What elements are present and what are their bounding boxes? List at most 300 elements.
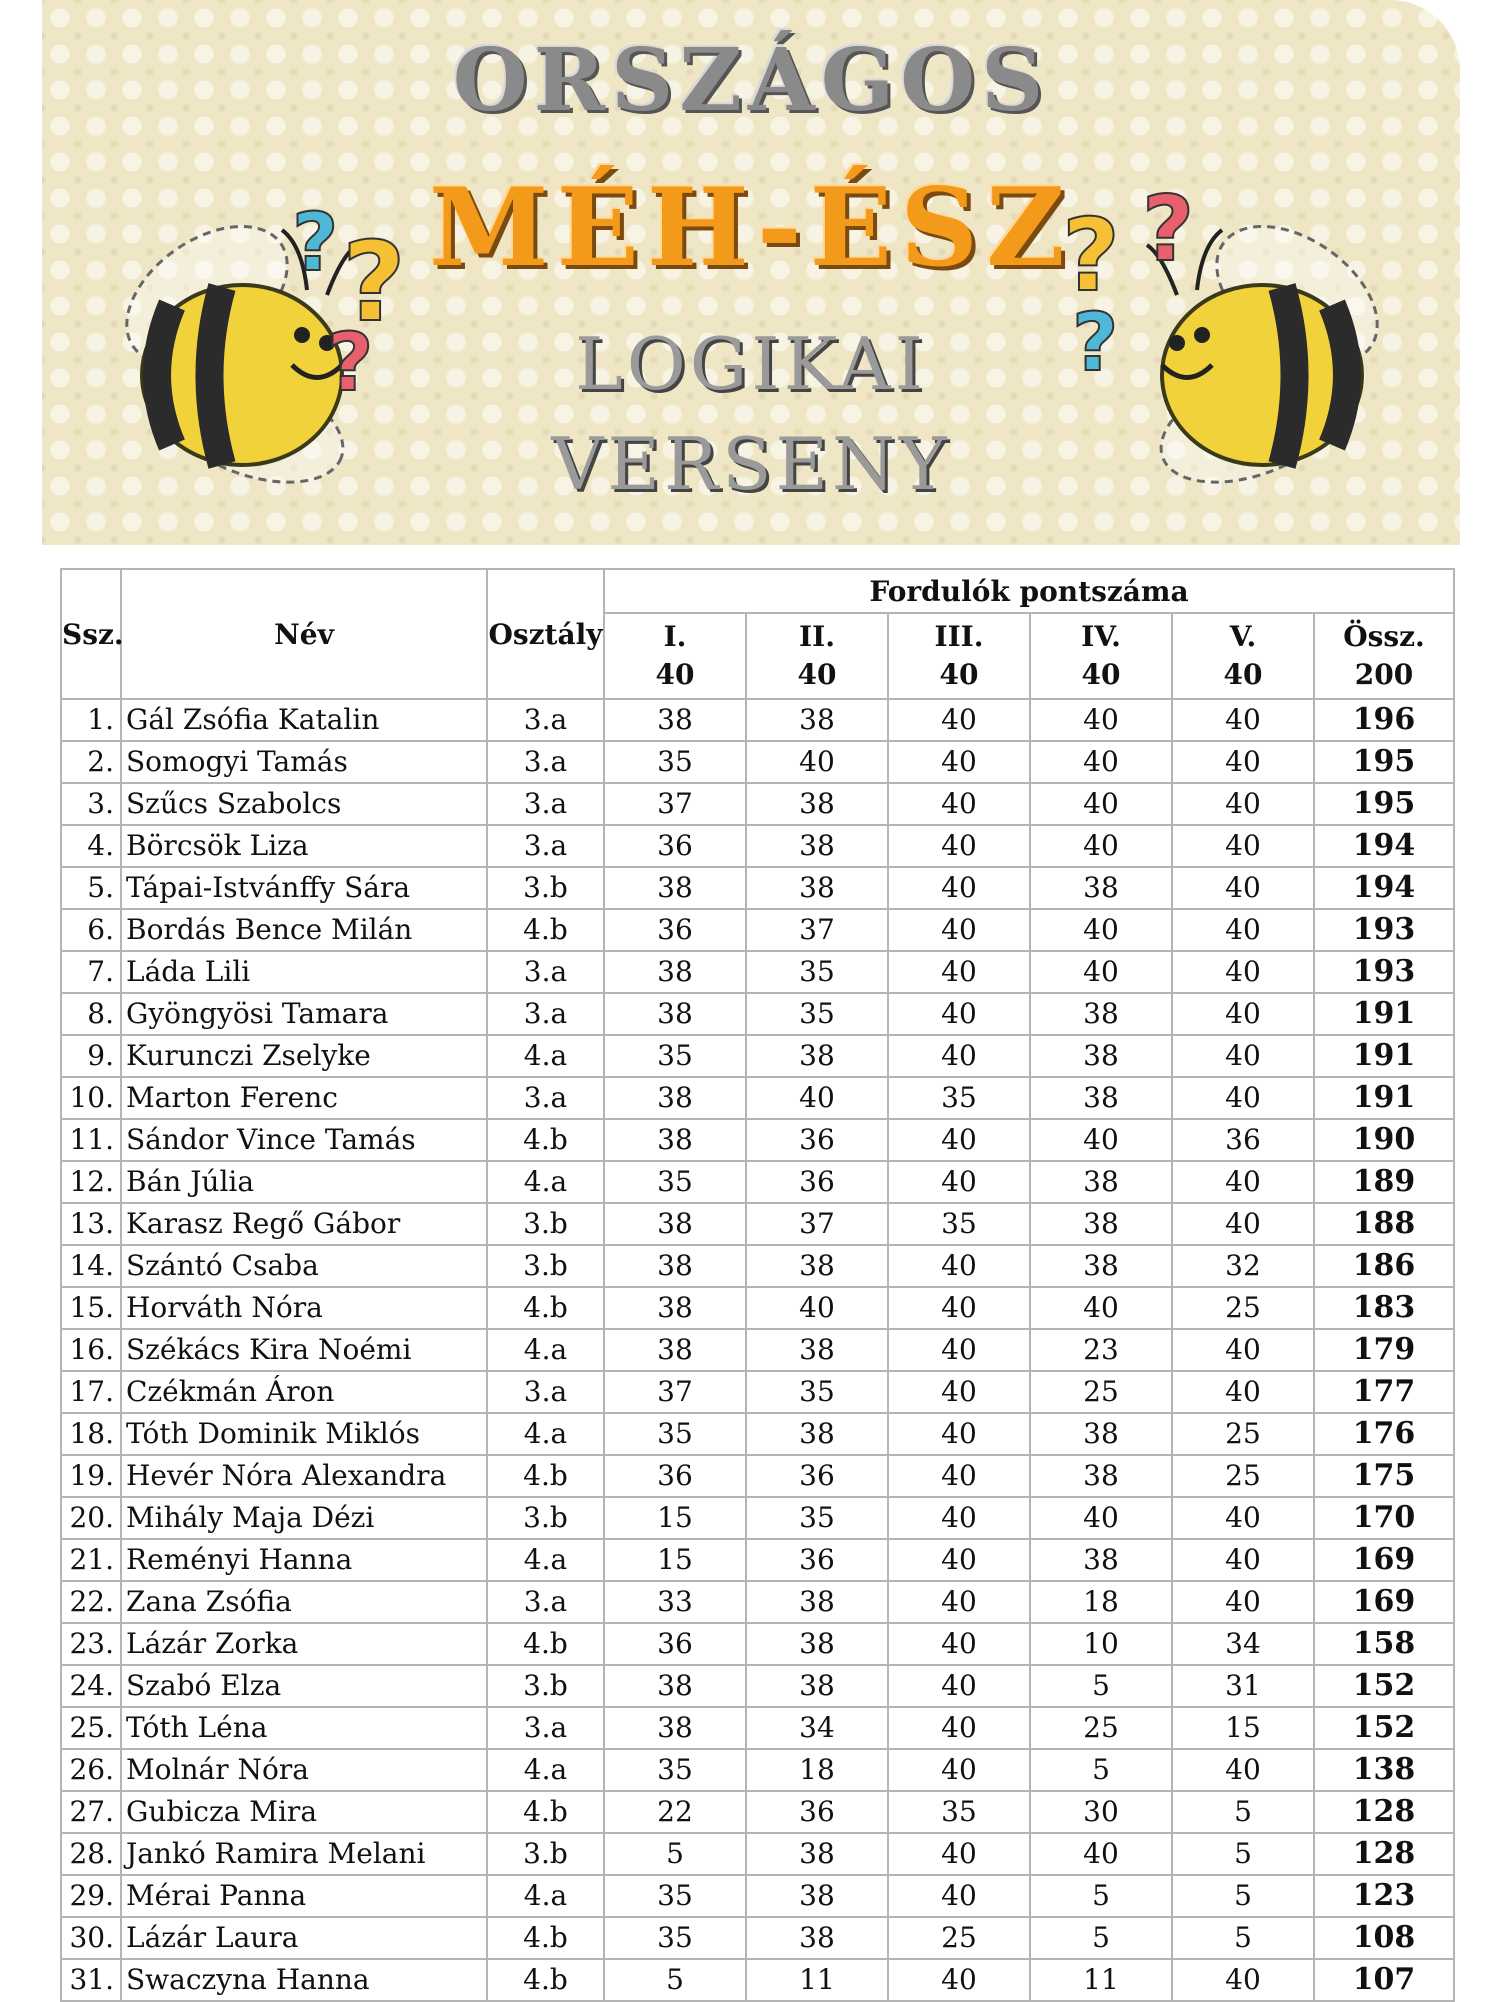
round-4-score-cell: 38 (1030, 1077, 1172, 1119)
class-cell: 4.a (487, 1875, 604, 1917)
round-3-score-cell: 40 (888, 951, 1030, 993)
header-rounds-group: Fordulók pontszáma (604, 569, 1454, 613)
rank-cell: 11. (61, 1119, 121, 1161)
total-score-cell: 191 (1314, 993, 1454, 1035)
round-5-score-cell: 40 (1172, 1581, 1314, 1623)
student-name-cell: Karasz Regő Gábor (121, 1203, 487, 1245)
round-3-score-cell: 40 (888, 783, 1030, 825)
total-score-cell: 169 (1314, 1581, 1454, 1623)
round-4-score-cell: 40 (1030, 1497, 1172, 1539)
round-2-score-cell: 40 (746, 1287, 888, 1329)
rank-cell: 4. (61, 825, 121, 867)
student-name-cell: Tápai-Istvánffy Sára (121, 867, 487, 909)
total-score-cell: 195 (1314, 783, 1454, 825)
round-4-score-cell: 30 (1030, 1791, 1172, 1833)
round-4-score-cell: 40 (1030, 741, 1172, 783)
header-round-2: II. 40 (746, 613, 888, 699)
round-4-score-cell: 38 (1030, 1245, 1172, 1287)
round-5-score-cell: 40 (1172, 699, 1314, 741)
class-cell: 3.b (487, 1203, 604, 1245)
student-name-cell: Jankó Ramira Melani (121, 1833, 487, 1875)
rank-cell: 6. (61, 909, 121, 951)
svg-text:?: ? (292, 200, 339, 289)
total-score-cell: 186 (1314, 1245, 1454, 1287)
rank-cell: 16. (61, 1329, 121, 1371)
total-score-cell: 128 (1314, 1833, 1454, 1875)
rank-cell: 10. (61, 1077, 121, 1119)
round-4-score-cell: 11 (1030, 1959, 1172, 2001)
rank-cell: 3. (61, 783, 121, 825)
rank-cell: 2. (61, 741, 121, 783)
table-row (61, 1119, 1454, 1161)
round-2-score-cell: 38 (746, 783, 888, 825)
total-score-cell: 183 (1314, 1287, 1454, 1329)
round-3-score-cell: 40 (888, 825, 1030, 867)
round-5-score-cell: 40 (1172, 867, 1314, 909)
class-cell: 4.a (487, 1329, 604, 1371)
table-row (61, 1287, 1454, 1329)
table-row (61, 699, 1454, 741)
round-3-score-cell: 40 (888, 1539, 1030, 1581)
round-4-score-cell: 10 (1030, 1623, 1172, 1665)
round-5-score-cell: 5 (1172, 1917, 1314, 1959)
class-cell: 3.a (487, 741, 604, 783)
class-cell: 4.b (487, 1455, 604, 1497)
rank-cell: 5. (61, 867, 121, 909)
round-1-score-cell: 22 (604, 1791, 746, 1833)
round-2-score-cell: 35 (746, 951, 888, 993)
total-score-cell: 195 (1314, 741, 1454, 783)
round-2-score-cell: 38 (746, 1581, 888, 1623)
total-score-cell: 170 (1314, 1497, 1454, 1539)
class-cell: 3.b (487, 1245, 604, 1287)
table-row (61, 1413, 1454, 1455)
round-1-score-cell: 38 (604, 1665, 746, 1707)
round-5-score-cell: 40 (1172, 1035, 1314, 1077)
class-cell: 4.b (487, 1119, 604, 1161)
round-2-score-cell: 18 (746, 1749, 888, 1791)
class-cell: 4.a (487, 1035, 604, 1077)
class-cell: 4.b (487, 1959, 604, 2001)
student-name-cell: Sándor Vince Tamás (121, 1119, 487, 1161)
total-score-cell: 108 (1314, 1917, 1454, 1959)
class-cell: 3.b (487, 1497, 604, 1539)
student-name-cell: Zana Zsófia (121, 1581, 487, 1623)
round-1-score-cell: 35 (604, 741, 746, 783)
total-score-cell: 158 (1314, 1623, 1454, 1665)
round-3-score-cell: 40 (888, 1329, 1030, 1371)
class-cell: 3.a (487, 1371, 604, 1413)
round-3-score-cell: 40 (888, 1749, 1030, 1791)
round-2-score-cell: 11 (746, 1959, 888, 2001)
round-1-score-cell: 5 (604, 1833, 746, 1875)
round-2-score-cell: 38 (746, 825, 888, 867)
round-2-score-cell: 35 (746, 993, 888, 1035)
header-class: Osztály (487, 569, 604, 699)
question-mark-icon (1052, 180, 1222, 380)
table-row (61, 1497, 1454, 1539)
header-total: Össz. 200 (1314, 613, 1454, 699)
round-1-score-cell: 35 (604, 1413, 746, 1455)
round-2-score-cell: 38 (746, 1833, 888, 1875)
student-name-cell: Lázár Zorka (121, 1623, 487, 1665)
student-name-cell: Horváth Nóra (121, 1287, 487, 1329)
round-3-score-cell: 40 (888, 1119, 1030, 1161)
rank-cell: 9. (61, 1035, 121, 1077)
student-name-cell: Tóth Dominik Miklós (121, 1413, 487, 1455)
rank-cell: 13. (61, 1203, 121, 1245)
competition-banner (42, 0, 1460, 545)
student-name-cell: Szántó Csaba (121, 1245, 487, 1287)
table-row (61, 1077, 1454, 1119)
header-round-1: I. 40 (604, 613, 746, 699)
round-2-score-cell: 36 (746, 1539, 888, 1581)
banner-title-line4: VERSENY (551, 422, 951, 506)
table-row (61, 1035, 1454, 1077)
rank-cell: 25. (61, 1707, 121, 1749)
round-1-score-cell: 38 (604, 699, 746, 741)
round-2-score-cell: 38 (746, 1413, 888, 1455)
table-row (61, 1623, 1454, 1665)
total-score-cell: 152 (1314, 1665, 1454, 1707)
table-row (61, 1707, 1454, 1749)
total-score-cell: 138 (1314, 1749, 1454, 1791)
round-1-score-cell: 15 (604, 1539, 746, 1581)
round-4-score-cell: 38 (1030, 1539, 1172, 1581)
total-score-cell: 196 (1314, 699, 1454, 741)
table-row (61, 1833, 1454, 1875)
round-5-score-cell: 15 (1172, 1707, 1314, 1749)
total-score-cell: 194 (1314, 867, 1454, 909)
round-3-score-cell: 40 (888, 1707, 1030, 1749)
round-4-score-cell: 38 (1030, 1203, 1172, 1245)
rank-cell: 21. (61, 1539, 121, 1581)
total-score-cell: 107 (1314, 1959, 1454, 2001)
table-row (61, 1539, 1454, 1581)
student-name-cell: Bordás Bence Milán (121, 909, 487, 951)
student-name-cell: Mihály Maja Dézi (121, 1497, 487, 1539)
student-name-cell: Tóth Léna (121, 1707, 487, 1749)
rank-cell: 26. (61, 1749, 121, 1791)
round-1-score-cell: 35 (604, 1749, 746, 1791)
round-2-score-cell: 38 (746, 1035, 888, 1077)
round-4-score-cell: 23 (1030, 1329, 1172, 1371)
round-3-score-cell: 40 (888, 1959, 1030, 2001)
round-4-score-cell: 40 (1030, 699, 1172, 741)
round-1-score-cell: 38 (604, 951, 746, 993)
class-cell: 3.b (487, 1665, 604, 1707)
rank-cell: 31. (61, 1959, 121, 2001)
class-cell: 3.a (487, 951, 604, 993)
rank-cell: 27. (61, 1791, 121, 1833)
table-row (61, 1917, 1454, 1959)
round-3-score-cell: 40 (888, 1875, 1030, 1917)
table-row (61, 1581, 1454, 1623)
round-2-score-cell: 36 (746, 1161, 888, 1203)
banner-title-line3: LOGIKAI (574, 322, 928, 406)
total-score-cell: 189 (1314, 1161, 1454, 1203)
round-3-score-cell: 40 (888, 1455, 1030, 1497)
total-score-cell: 194 (1314, 825, 1454, 867)
results-table (60, 568, 1455, 2002)
svg-text:?: ? (342, 218, 406, 346)
round-2-score-cell: 38 (746, 1875, 888, 1917)
round-3-score-cell: 40 (888, 1371, 1030, 1413)
round-3-score-cell: 40 (888, 993, 1030, 1035)
round-1-score-cell: 35 (604, 1917, 746, 1959)
round-3-score-cell: 35 (888, 1791, 1030, 1833)
table-row (61, 909, 1454, 951)
student-name-cell: Molnár Nóra (121, 1749, 487, 1791)
student-name-cell: Hevér Nóra Alexandra (121, 1455, 487, 1497)
student-name-cell: Reményi Hanna (121, 1539, 487, 1581)
round-1-score-cell: 38 (604, 1203, 746, 1245)
round-5-score-cell: 25 (1172, 1455, 1314, 1497)
round-5-score-cell: 32 (1172, 1245, 1314, 1287)
round-2-score-cell: 40 (746, 1077, 888, 1119)
round-5-score-cell: 40 (1172, 1539, 1314, 1581)
round-3-score-cell: 40 (888, 1413, 1030, 1455)
round-5-score-cell: 40 (1172, 825, 1314, 867)
total-score-cell: 176 (1314, 1413, 1454, 1455)
student-name-cell: Swaczyna Hanna (121, 1959, 487, 2001)
table-row (61, 783, 1454, 825)
table-row (61, 951, 1454, 993)
round-2-score-cell: 37 (746, 1203, 888, 1245)
round-3-score-cell: 40 (888, 699, 1030, 741)
total-score-cell: 188 (1314, 1203, 1454, 1245)
round-5-score-cell: 40 (1172, 1959, 1314, 2001)
rank-cell: 20. (61, 1497, 121, 1539)
student-name-cell: Somogyi Tamás (121, 741, 487, 783)
table-row (61, 1665, 1454, 1707)
header-round-4: IV. 40 (1030, 613, 1172, 699)
round-4-score-cell: 40 (1030, 951, 1172, 993)
round-5-score-cell: 40 (1172, 909, 1314, 951)
total-score-cell: 179 (1314, 1329, 1454, 1371)
round-3-score-cell: 35 (888, 1077, 1030, 1119)
round-2-score-cell: 35 (746, 1371, 888, 1413)
class-cell: 4.a (487, 1413, 604, 1455)
round-1-score-cell: 5 (604, 1959, 746, 2001)
student-name-cell: Lázár Laura (121, 1917, 487, 1959)
round-1-score-cell: 38 (604, 867, 746, 909)
round-4-score-cell: 38 (1030, 1161, 1172, 1203)
table-row (61, 1371, 1454, 1413)
rank-cell: 18. (61, 1413, 121, 1455)
banner-title-line1: ORSZÁGOS (452, 30, 1050, 131)
total-score-cell: 169 (1314, 1539, 1454, 1581)
round-5-score-cell: 40 (1172, 1161, 1314, 1203)
round-3-score-cell: 40 (888, 1245, 1030, 1287)
table-row (61, 1329, 1454, 1371)
round-2-score-cell: 36 (746, 1455, 888, 1497)
round-4-score-cell: 5 (1030, 1875, 1172, 1917)
table-row (61, 1245, 1454, 1287)
class-cell: 3.a (487, 783, 604, 825)
round-1-score-cell: 38 (604, 1707, 746, 1749)
round-4-score-cell: 5 (1030, 1749, 1172, 1791)
header-round-3: III. 40 (888, 613, 1030, 699)
round-2-score-cell: 38 (746, 1329, 888, 1371)
round-1-score-cell: 15 (604, 1497, 746, 1539)
round-1-score-cell: 38 (604, 1077, 746, 1119)
rank-cell: 24. (61, 1665, 121, 1707)
class-cell: 3.b (487, 1833, 604, 1875)
student-name-cell: Gubicza Mira (121, 1791, 487, 1833)
round-3-score-cell: 35 (888, 1203, 1030, 1245)
header-name: Név (121, 569, 487, 699)
rank-cell: 29. (61, 1875, 121, 1917)
round-5-score-cell: 36 (1172, 1119, 1314, 1161)
round-1-score-cell: 38 (604, 1245, 746, 1287)
table-row (61, 1455, 1454, 1497)
round-4-score-cell: 40 (1030, 1833, 1172, 1875)
student-name-cell: Börcsök Liza (121, 825, 487, 867)
rank-cell: 14. (61, 1245, 121, 1287)
round-4-score-cell: 18 (1030, 1581, 1172, 1623)
rank-cell: 23. (61, 1623, 121, 1665)
total-score-cell: 128 (1314, 1791, 1454, 1833)
round-5-score-cell: 25 (1172, 1287, 1314, 1329)
student-name-cell: Bán Júlia (121, 1161, 487, 1203)
class-cell: 3.a (487, 993, 604, 1035)
table-row (61, 993, 1454, 1035)
round-1-score-cell: 38 (604, 1119, 746, 1161)
svg-text:?: ? (1072, 296, 1119, 380)
class-cell: 3.a (487, 1707, 604, 1749)
round-4-score-cell: 40 (1030, 1119, 1172, 1161)
table-row (61, 1791, 1454, 1833)
svg-text:?: ? (327, 316, 374, 400)
round-4-score-cell: 40 (1030, 825, 1172, 867)
round-3-score-cell: 40 (888, 1035, 1030, 1077)
round-3-score-cell: 40 (888, 1497, 1030, 1539)
rank-cell: 17. (61, 1371, 121, 1413)
class-cell: 4.a (487, 1161, 604, 1203)
student-name-cell: Láda Lili (121, 951, 487, 993)
round-1-score-cell: 37 (604, 783, 746, 825)
round-4-score-cell: 38 (1030, 1035, 1172, 1077)
rank-cell: 7. (61, 951, 121, 993)
class-cell: 3.a (487, 699, 604, 741)
round-3-score-cell: 40 (888, 909, 1030, 951)
class-cell: 4.b (487, 1791, 604, 1833)
round-5-score-cell: 40 (1172, 951, 1314, 993)
table-row (61, 1203, 1454, 1245)
round-2-score-cell: 38 (746, 1245, 888, 1287)
class-cell: 3.a (487, 1077, 604, 1119)
round-2-score-cell: 38 (746, 699, 888, 741)
round-5-score-cell: 5 (1172, 1791, 1314, 1833)
banner-title-line2: MÉH-ÉSZ (429, 165, 1073, 291)
round-2-score-cell: 38 (746, 1917, 888, 1959)
round-3-score-cell: 40 (888, 1287, 1030, 1329)
total-score-cell: 177 (1314, 1371, 1454, 1413)
round-1-score-cell: 33 (604, 1581, 746, 1623)
total-score-cell: 191 (1314, 1035, 1454, 1077)
round-1-score-cell: 35 (604, 1161, 746, 1203)
round-4-score-cell: 38 (1030, 1455, 1172, 1497)
student-name-cell: Marton Ferenc (121, 1077, 487, 1119)
header-round-5: V. 40 (1172, 613, 1314, 699)
rank-cell: 30. (61, 1917, 121, 1959)
total-score-cell: 191 (1314, 1077, 1454, 1119)
rank-cell: 1. (61, 699, 121, 741)
round-3-score-cell: 40 (888, 1665, 1030, 1707)
round-5-score-cell: 40 (1172, 1077, 1314, 1119)
round-4-score-cell: 40 (1030, 1287, 1172, 1329)
round-3-score-cell: 40 (888, 867, 1030, 909)
round-4-score-cell: 25 (1030, 1371, 1172, 1413)
rank-cell: 12. (61, 1161, 121, 1203)
rank-cell: 8. (61, 993, 121, 1035)
class-cell: 4.a (487, 1539, 604, 1581)
round-3-score-cell: 25 (888, 1917, 1030, 1959)
round-2-score-cell: 40 (746, 741, 888, 783)
total-score-cell: 193 (1314, 909, 1454, 951)
student-name-cell: Szabó Elza (121, 1665, 487, 1707)
table-row (61, 867, 1454, 909)
round-5-score-cell: 34 (1172, 1623, 1314, 1665)
round-5-score-cell: 40 (1172, 741, 1314, 783)
round-1-score-cell: 38 (604, 1329, 746, 1371)
total-score-cell: 152 (1314, 1707, 1454, 1749)
round-4-score-cell: 5 (1030, 1917, 1172, 1959)
rank-cell: 15. (61, 1287, 121, 1329)
student-name-cell: Czékmán Áron (121, 1371, 487, 1413)
total-score-cell: 190 (1314, 1119, 1454, 1161)
class-cell: 4.b (487, 909, 604, 951)
student-name-cell: Gál Zsófia Katalin (121, 699, 487, 741)
round-5-score-cell: 5 (1172, 1833, 1314, 1875)
rank-cell: 22. (61, 1581, 121, 1623)
table-row (61, 1959, 1454, 2001)
round-5-score-cell: 40 (1172, 1497, 1314, 1539)
round-4-score-cell: 40 (1030, 909, 1172, 951)
round-2-score-cell: 35 (746, 1497, 888, 1539)
round-1-score-cell: 36 (604, 1623, 746, 1665)
round-1-score-cell: 35 (604, 1035, 746, 1077)
round-2-score-cell: 36 (746, 1791, 888, 1833)
round-5-score-cell: 40 (1172, 1203, 1314, 1245)
round-2-score-cell: 38 (746, 1623, 888, 1665)
round-5-score-cell: 40 (1172, 1329, 1314, 1371)
student-name-cell: Kurunczi Zselyke (121, 1035, 487, 1077)
round-1-score-cell: 36 (604, 1455, 746, 1497)
class-cell: 4.b (487, 1287, 604, 1329)
round-5-score-cell: 31 (1172, 1665, 1314, 1707)
round-3-score-cell: 40 (888, 1623, 1030, 1665)
total-score-cell: 193 (1314, 951, 1454, 993)
round-1-score-cell: 36 (604, 909, 746, 951)
round-3-score-cell: 40 (888, 1581, 1030, 1623)
svg-text:?: ? (1142, 180, 1195, 282)
class-cell: 4.a (487, 1749, 604, 1791)
round-1-score-cell: 38 (604, 1287, 746, 1329)
round-3-score-cell: 40 (888, 741, 1030, 783)
table-row (61, 1749, 1454, 1791)
round-4-score-cell: 40 (1030, 783, 1172, 825)
round-2-score-cell: 37 (746, 909, 888, 951)
round-1-score-cell: 37 (604, 1371, 746, 1413)
round-1-score-cell: 38 (604, 993, 746, 1035)
header-ssz: Ssz. (61, 569, 121, 699)
svg-text:?: ? (1062, 197, 1121, 314)
round-2-score-cell: 36 (746, 1119, 888, 1161)
table-row (61, 825, 1454, 867)
student-name-cell: Szűcs Szabolcs (121, 783, 487, 825)
